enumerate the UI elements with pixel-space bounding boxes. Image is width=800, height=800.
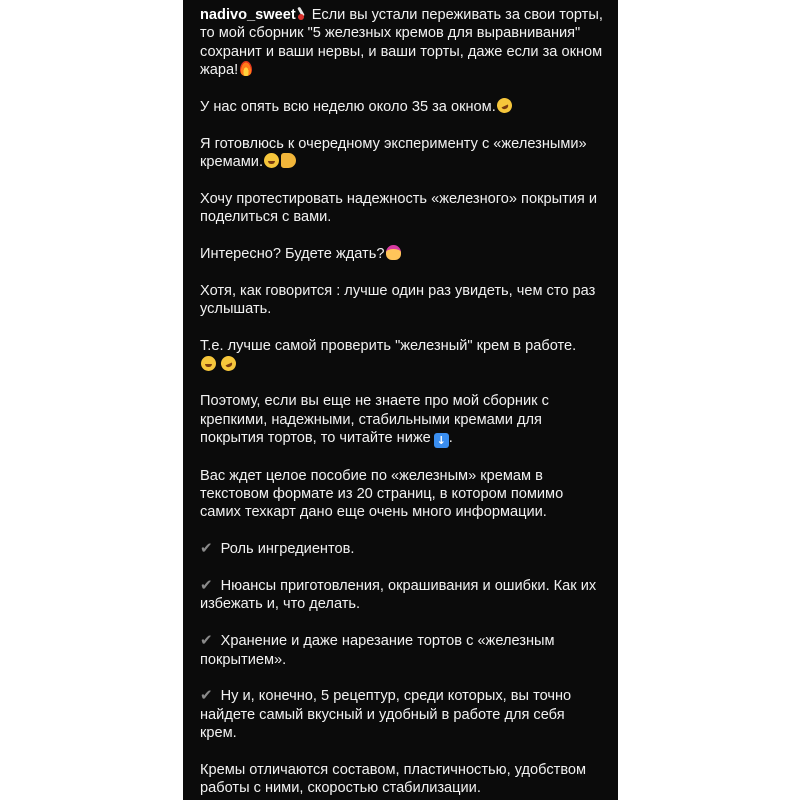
check-mark-icon: ✔ [200, 577, 213, 595]
caption-paragraph-1 [200, 6, 605, 80]
caption-text-final: Кремы отличаются составом, пластичностью, удобством работы с ними, скоростью стабилизации. [200, 762, 587, 797]
caption-paragraph-2 [200, 98, 605, 116]
caption-paragraph-6 [200, 282, 605, 319]
caption-text-8: Поэтому, если вы еще не знаете про мой сборник с крепкими, надежными, стабильными кремами для покрытия тортов, то читайте ниже [200, 393, 549, 447]
grinning-face-icon [201, 356, 216, 371]
caption-text-7: Т.е. лучше самой проверить "железный" крем в работе. [200, 338, 577, 355]
caption-paragraph-7 [200, 337, 605, 374]
down-arrow-icon: ↓ [434, 433, 449, 448]
caption-paragraph-5 [200, 245, 605, 263]
thermometer-icon [298, 6, 308, 20]
caption-text-9: Вас ждет целое пособие по «железным» кремам в текстовом формате из 20 страниц, в котором помимо самих техкарт дано еще очень много информации. [200, 467, 564, 521]
check-mark-icon: ✔ [200, 540, 213, 558]
caption-text-6: Хотя, как говорится : лучше один раз увидеть, чем сто раз услышать. [200, 283, 596, 318]
fire-icon [240, 61, 252, 76]
post-caption [200, 6, 605, 800]
check-mark-icon: ✔ [200, 687, 213, 705]
caption-text-2: У нас опять всю неделю около 35 за окном. [200, 99, 496, 116]
post-caption-panel [183, 0, 618, 800]
list-item-text: Ну и, конечно, 5 рецептур, среди которых, вы точно найдете самый вкусный и удобный в работе для себя крем. [200, 688, 572, 742]
list-item-storage [200, 632, 605, 669]
caption-paragraph-final [200, 761, 605, 798]
person-raising-hand-icon [386, 245, 401, 260]
hot-face-icon [494, 96, 514, 116]
list-item-text: Хранение и даже нарезание тортов с «железным покрытием». [200, 633, 555, 668]
check-mark-icon: ✔ [200, 632, 213, 650]
list-item-ingredients [200, 540, 605, 558]
caption-text-5: Интересно? Будете ждать? [200, 246, 385, 263]
caption-text-4: Хочу протестировать надежность «железного» покрытия и поделиться с вами. [200, 191, 598, 226]
winking-face-icon [219, 353, 239, 373]
username-link[interactable]: nadivo_sweet [200, 7, 296, 23]
caption-paragraph-3 [200, 135, 605, 172]
list-item-nuances [200, 577, 605, 614]
caption-paragraph-4 [200, 190, 605, 227]
list-item-text: Нюансы приготовления, окрашивания и ошибки. Как их избежать и, что делать. [200, 578, 597, 613]
caption-text-3: Я готовлюсь к очередному эксперименту с «железными» кремами. [200, 135, 587, 171]
caption-paragraph-9 [200, 467, 605, 522]
flexed-biceps-icon [281, 153, 296, 168]
list-item-recipes [200, 687, 605, 742]
caption-paragraph-8: Поэтому, если вы еще не знаете про мой сборник с крепкими, надежными, стабильными кремами для покрытия тортов, то читайте ниже ↓ . [200, 393, 549, 448]
caption-text-1: Если вы устали переживать за свои торты, то мой сборник "5 железных кремов для выравнивания" сохранит и ваши нервы, и ваши торты, даже если за окном жара! [200, 7, 603, 79]
list-item-text: Роль ингредиентов. [220, 541, 355, 558]
grinning-face-icon [264, 153, 279, 168]
